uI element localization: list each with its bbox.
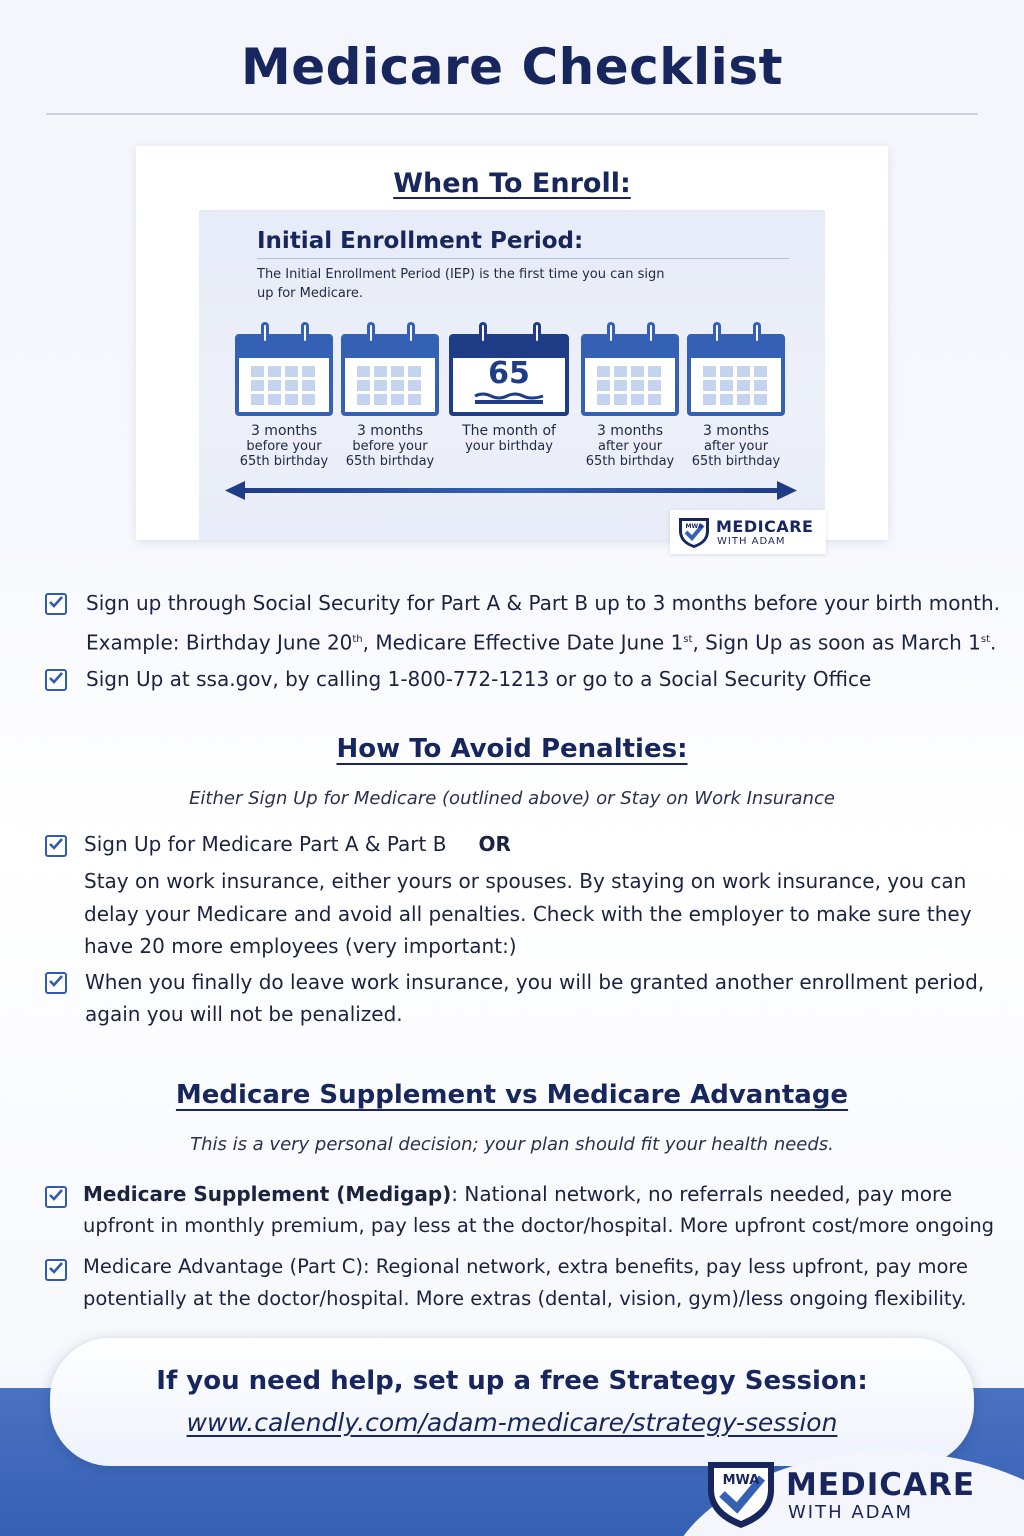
calendar-icon <box>235 334 333 416</box>
checkmark-icon <box>47 669 65 687</box>
compare-subtitle: This is a very personal decision; your plan should fit your health needs. <box>190 1134 834 1155</box>
badge-line1: MEDICARE <box>716 517 814 536</box>
medicare-with-adam-badge <box>670 510 826 554</box>
badge-mark: MWA <box>685 523 703 530</box>
list-item-line: When you finally do leave work insurance, you will be granted another enrollment period, <box>85 970 985 994</box>
shield-icon <box>676 515 712 549</box>
cta-title: If you need help, set up a free Strategy Session: <box>156 1366 868 1396</box>
calendar-label: 3 months before your 65th birthday <box>345 423 435 469</box>
example-text: Example: Birthday June 20th, Medicare Effective Date June 1st, Sign Up as soon as March 1st. <box>86 630 997 655</box>
list-item: Medicare Supplement (Medigap): National network, no referrals needed, pay more <box>83 1182 953 1206</box>
calendar-icon <box>687 334 785 416</box>
compare-heading: Medicare Supplement vs Medicare Advantage <box>175 1080 849 1110</box>
checkmark-icon <box>47 1259 65 1277</box>
page-title: Medicare Checklist <box>241 38 783 96</box>
calendar-label: The month of your birthday <box>462 423 556 454</box>
iep-title: Initial Enrollment Period: <box>257 228 584 254</box>
checkbox[interactable] <box>45 1186 67 1208</box>
medicare-with-adam-logo-icon <box>704 1458 778 1530</box>
iep-divider <box>257 258 789 259</box>
list-item-line: potentially at the doctor/hospital. More extras (dental, vision, gym)/less ongoing flexibility. <box>83 1287 967 1310</box>
logo-line1: MEDICARE <box>786 1467 976 1503</box>
list-item-line: delay your Medicare and avoid all penalties. Check with the employer to make sure they <box>84 902 972 926</box>
checkbox[interactable] <box>45 835 67 857</box>
list-item: Sign Up at ssa.gov, by calling 1-800-772-1213 or go to a Social Security Office <box>86 667 872 691</box>
list-item-line: Stay on work insurance, either yours or spouses. By staying on work insurance, you can <box>84 869 967 893</box>
logo-line2: WITH ADAM <box>788 1502 914 1523</box>
birthday-calendar-icon <box>449 334 569 416</box>
strategy-session-callout <box>50 1338 974 1466</box>
checkmark-icon <box>47 593 65 611</box>
calendar-labels <box>235 424 795 474</box>
calendar-icon <box>581 334 679 416</box>
calendar-label: 3 months after your 65th birthday <box>585 423 675 469</box>
checkbox[interactable] <box>45 972 67 994</box>
iep-description: The Initial Enrollment Period (IEP) is the first time you can sign up for Medicare. <box>257 267 665 301</box>
calendar-label: 3 months after your 65th birthday <box>691 423 781 469</box>
or-label: OR <box>478 832 511 856</box>
list-item: Sign up through Social Security for Part A & Part B up to 3 months before your birth month. <box>86 591 1001 615</box>
calendar-label: 3 months before your 65th birthday <box>239 423 329 469</box>
badge-line2: WITH ADAM <box>717 536 786 547</box>
checkbox[interactable] <box>45 593 67 615</box>
calendly-link[interactable]: www.calendly.com/adam-medicare/strategy-session <box>186 1408 838 1437</box>
enroll-card <box>136 146 888 540</box>
calendar-row <box>235 320 795 420</box>
title-divider <box>46 113 978 115</box>
checkmark-icon <box>47 835 65 853</box>
calendar-number: 65 <box>488 356 530 391</box>
list-item-line: Medicare Advantage (Part C): Regional network, extra benefits, pay less upfront, pay more <box>83 1255 968 1278</box>
checkbox[interactable] <box>45 1259 67 1281</box>
calendar-icon <box>341 334 439 416</box>
list-item-line: upfront in monthly premium, pay less at the doctor/hospital. More upfront cost/more ongoing <box>83 1214 995 1237</box>
wave-icon <box>473 392 545 406</box>
list-item: Sign Up for Medicare Part A & Part B OR <box>84 832 511 856</box>
iep-panel <box>199 210 825 540</box>
checkmark-icon <box>47 1186 65 1204</box>
penalties-subtitle: Either Sign Up for Medicare (outlined above) or Stay on Work Insurance <box>189 788 835 809</box>
penalties-heading: How To Avoid Penalties: <box>336 734 688 764</box>
timeline-arrow-icon <box>225 480 797 500</box>
checkmark-icon <box>47 972 65 990</box>
list-item-line: have 20 more employees (very important:) <box>84 934 517 958</box>
checkbox[interactable] <box>45 669 67 691</box>
list-item-line: again you will not be penalized. <box>85 1002 403 1026</box>
supplement-label: Medicare Supplement (Medigap) <box>83 1182 452 1206</box>
logo-mark: MWA <box>722 1473 760 1488</box>
enroll-heading: When To Enroll: <box>393 168 631 199</box>
